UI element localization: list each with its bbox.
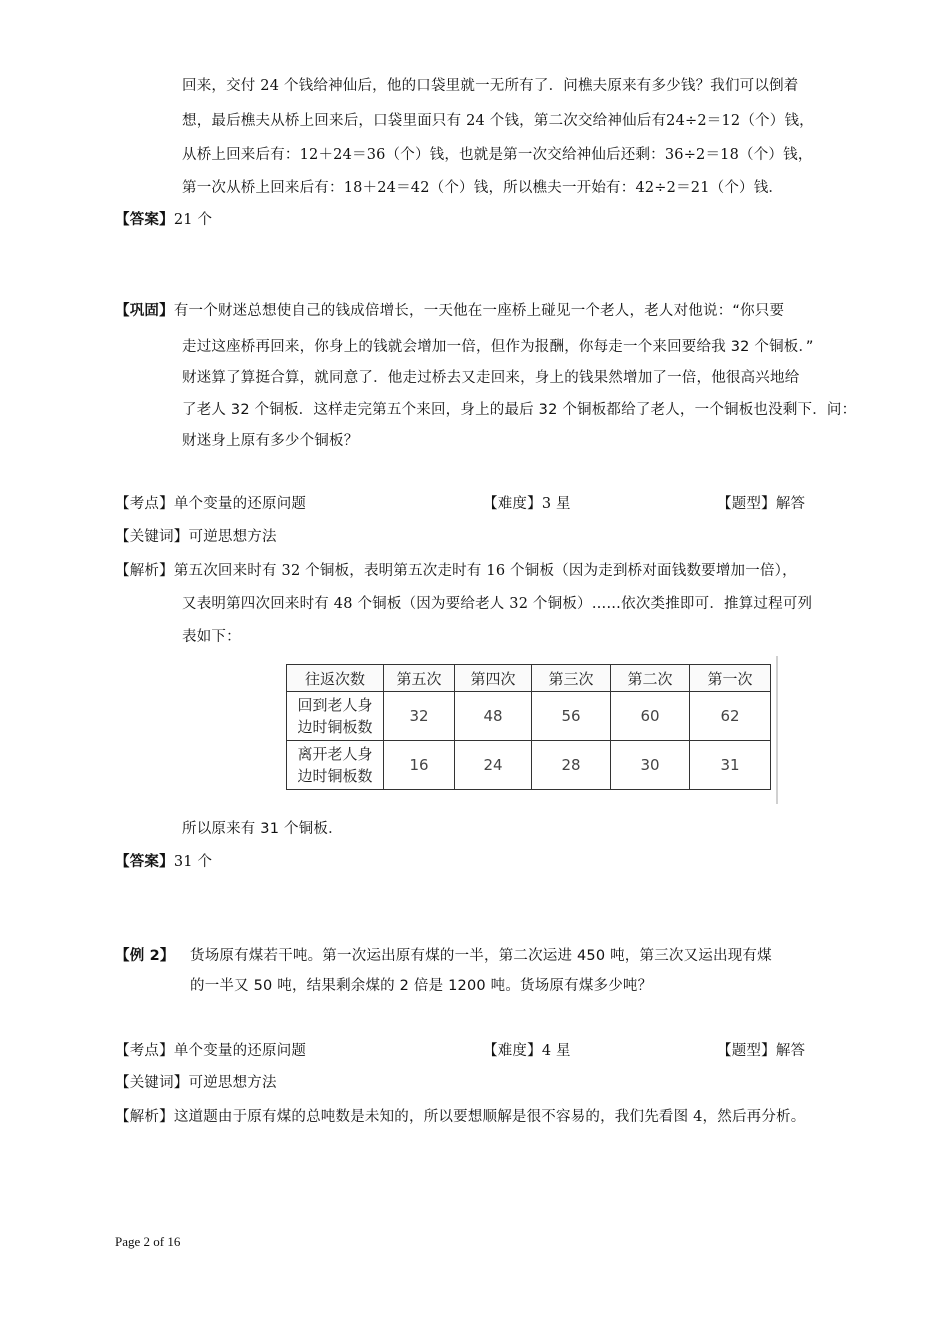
difficulty-value: 3 星 [541,496,571,512]
keywords-value: 可逆思想方法 [188,529,277,545]
page-number: Page 2 of 16 [115,1234,181,1249]
keywords-field [115,1073,277,1093]
consolidate-line [115,301,784,321]
difficulty-tag: 【难度】 [483,1043,542,1059]
example-label: 【例 2】 [115,948,175,964]
table-header-cell: 第三次 [532,665,611,692]
consolidate-line: 了老人 32 个铜板．这样走完第五个来回，身上的最后 32 个铜板都给了老人，一个铜板也没剩下．问： [182,402,857,418]
row-label-line: 离开老人身 [297,745,373,763]
copper-coin-table [286,664,771,790]
answer-text: 21 个 [173,212,213,228]
question-type-tag: 【题型】 [717,496,776,512]
table-cell: 16 [384,741,455,790]
explanation-line: 想，最后樵夫从桥上回来后，口袋里面只有 24 个钱，第二次交给神仙后有24÷2＝12（个）钱， [182,113,814,129]
kaodian-value: 单个变量的还原问题 [173,496,307,512]
analysis-text: 第五次回来时有 32 个铜板，表明第五次走时有 16 个铜板（因为走到桥对面钱数要增加一倍）， [173,563,797,579]
consolidate-line: 财迷算了算挺合算，就同意了．他走过桥去又走回来，身上的钱果然增加了一倍，他很高兴地给 [182,370,800,386]
question-type-value: 解答 [775,1043,806,1059]
question-type-field [717,1041,805,1061]
analysis-line [115,1107,805,1127]
table-header-cell: 往返次数 [287,665,384,692]
consolidate-line: 财迷身上原有多少个铜板？ [182,433,359,449]
answer-tag: 【答案】 [115,211,174,228]
analysis-line [115,561,797,581]
keywords-value: 可逆思想方法 [188,1075,277,1091]
table-cell: 60 [611,692,690,741]
consolidate-line: 走过这座桥再回来，你身上的钱就会增加一倍，但作为报酬，你每走一个来回要给我 32 个铜板．” [182,339,814,355]
question-type-field [717,494,805,514]
example-tag [115,946,175,966]
table-row [287,741,771,790]
example-line: 的一半又 50 吨，结果剩余煤的 2 倍是 1200 吨。货场原有煤多少吨？ [190,978,653,994]
table-header-row [287,665,771,692]
explanation-line: 回来，交付 24 个钱给神仙后，他的口袋里就一无所有了．问樵夫原来有多少钱？我们可以倒着 [182,78,799,94]
difficulty-value: 4 星 [541,1043,571,1059]
answer-block [115,852,212,872]
analysis-tag: 【解析】 [115,563,174,579]
kaodian-field [115,1041,306,1061]
analysis-tag: 【解析】 [115,1109,174,1125]
kaodian-tag: 【考点】 [115,496,174,512]
difficulty-field [483,1041,571,1061]
row-label [287,741,384,790]
keywords-tag: 【关键词】 [115,529,189,545]
table-row [287,692,771,741]
kaodian-tag: 【考点】 [115,1043,174,1059]
kaodian-value: 单个变量的还原问题 [173,1043,307,1059]
table-edge [776,656,778,804]
kaodian-field [115,494,306,514]
table-cell: 48 [455,692,532,741]
table-header-cell: 第一次 [690,665,771,692]
question-type-tag: 【题型】 [717,1043,776,1059]
table-cell: 24 [455,741,532,790]
table-cell: 62 [690,692,771,741]
table-header-cell: 第五次 [384,665,455,692]
analysis-line: 又表明第四次回来时有 48 个铜板（因为要给老人 32 个铜板）……依次类推即可．推算过程可列 [182,596,813,612]
row-label [287,692,384,741]
consolidate-tag: 【巩固】 [115,303,174,319]
explanation-line: 第一次从桥上回来后有：18＋24＝42（个）钱，所以樵夫一开始有：42÷2＝21（个）钱． [182,180,784,196]
table-cell: 28 [532,741,611,790]
row-label-line: 边时铜板数 [297,767,373,785]
question-type-value: 解答 [775,496,806,512]
analysis-conclusion: 所以原来有 31 个铜板． [182,821,343,837]
row-label-line: 边时铜板数 [297,718,373,736]
table-header-cell: 第四次 [455,665,532,692]
row-label-line: 回到老人身 [297,696,373,714]
keywords-tag: 【关键词】 [115,1075,189,1091]
difficulty-field [483,494,571,514]
table-header-cell: 第二次 [611,665,690,692]
table-cell: 31 [690,741,771,790]
answer-tag: 【答案】 [115,853,174,870]
answer-block [115,210,212,230]
explanation-line: 从桥上回来后有：12＋24＝36（个）钱，也就是第一次交给神仙后还剩：36÷2＝18（个）钱， [182,147,813,163]
analysis-text: 这道题由于原有煤的总吨数是未知的，所以要想顺解是很不容易的，我们先看图 4，然后再分析。 [173,1109,806,1125]
analysis-line: 表如下： [182,629,241,645]
table-cell: 30 [611,741,690,790]
table-cell: 56 [532,692,611,741]
example-line: 货场原有煤若干吨。第一次运出原有煤的一半，第二次运进 450 吨，第三次又运出现有煤 [190,948,772,964]
keywords-field [115,527,277,547]
table-cell: 32 [384,692,455,741]
consolidate-text: 有一个财迷总想使自己的钱成倍增长，一天他在一座桥上碰见一个老人，老人对他说：“你只要 [173,303,785,319]
difficulty-tag: 【难度】 [483,496,542,512]
answer-text: 31 个 [173,854,213,870]
